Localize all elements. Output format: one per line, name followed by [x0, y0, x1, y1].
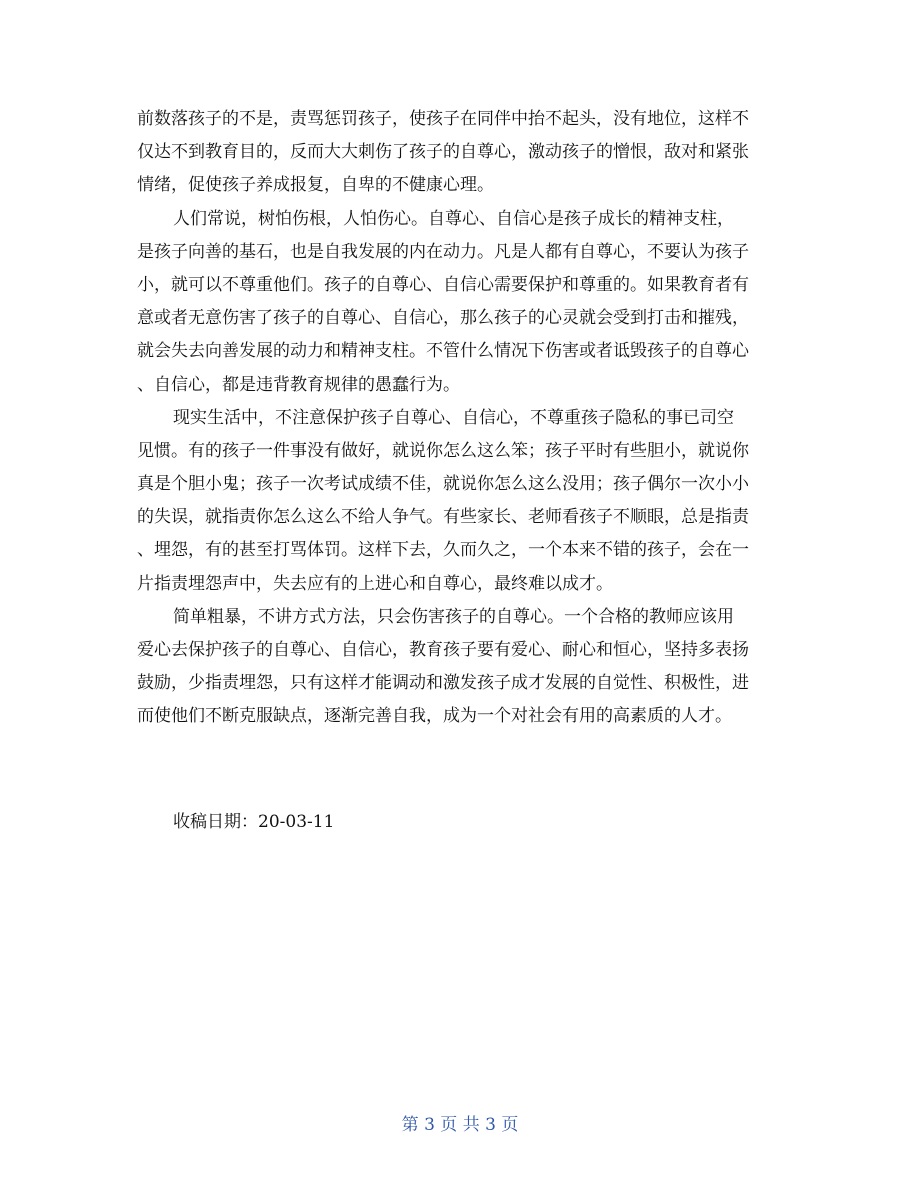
received-date: 收稿日期：20-03-11 — [173, 812, 335, 832]
text-line: 真是个胆小鬼；孩子一次考试成绩不佳，就说你怎么这么没用；孩子偶尔一次小小 — [137, 474, 749, 495]
paragraph-first-line: 现实生活中，不注意保护孩子自尊心、自信心，不尊重孩子隐私的事已司空 — [173, 407, 734, 428]
text-line: 就会失去向善发展的动力和精神支柱。不管什么情况下伤害或者诋毁孩子的自尊心 — [137, 341, 749, 362]
paragraph-first-line: 人们常说，树怕伤根，人怕伤心。自尊心、自信心是孩子成长的精神支柱， — [173, 208, 734, 229]
text-line: 鼓励，少指责埋怨，只有这样才能调动和激发孩子成才发展的自觉性、积极性，进 — [137, 673, 749, 694]
page-number-footer: 第 3 页 共 3 页 — [401, 1115, 519, 1135]
text-line: 见惯。有的孩子一件事没有做好，就说你怎么这么笨；孩子平时有些胆小，就说你 — [137, 440, 749, 461]
text-line: 小，就可以不尊重他们。孩子的自尊心、自信心需要保护和尊重的。如果教育者有 — [137, 274, 749, 295]
text-line: 情绪，促使孩子养成报复，自卑的不健康心理。 — [137, 175, 494, 196]
text-line: 、埋怨，有的甚至打骂体罚。这样下去，久而久之，一个本来不错的孩子，会在一 — [137, 540, 749, 561]
text-line: 前数落孩子的不是，责骂惩罚孩子，使孩子在同伴中抬不起头，没有地位，这样不 — [137, 109, 749, 129]
text-line: 、自信心，都是违背教育规律的愚蠢行为。 — [137, 374, 460, 395]
text-line: 是孩子向善的基石，也是自我发展的内在动力。凡是人都有自尊心，不要认为孩子 — [137, 241, 749, 262]
text-line: 意或者无意伤害了孩子的自尊心、自信心，那么孩子的心灵就会受到打击和摧残， — [137, 308, 749, 329]
article-body — [137, 103, 785, 734]
text-line: 的失误，就指责你怎么这么不给人争气。有些家长、老师看孩子不顺眼，总是指责 — [137, 507, 749, 528]
paragraph-first-line: 简单粗暴，不讲方式方法，只会伤害孩子的自尊心。一个合格的教师应该用 — [173, 606, 734, 627]
text-line: 爱心去保护孩子的自尊心、自信心，教育孩子要有爱心、耐心和恒心，坚持多表扬 — [137, 640, 749, 660]
text-line: 仅达不到教育目的，反而大大刺伤了孩子的自尊心，激动孩子的憎恨，敌对和紧张 — [137, 142, 749, 163]
text-line: 而使他们不断克服缺点，逐渐完善自我，成为一个对社会有用的高素质的人才。 — [137, 706, 732, 727]
text-line: 片指责埋怨声中，失去应有的上进心和自尊心，最终难以成才。 — [137, 573, 613, 594]
